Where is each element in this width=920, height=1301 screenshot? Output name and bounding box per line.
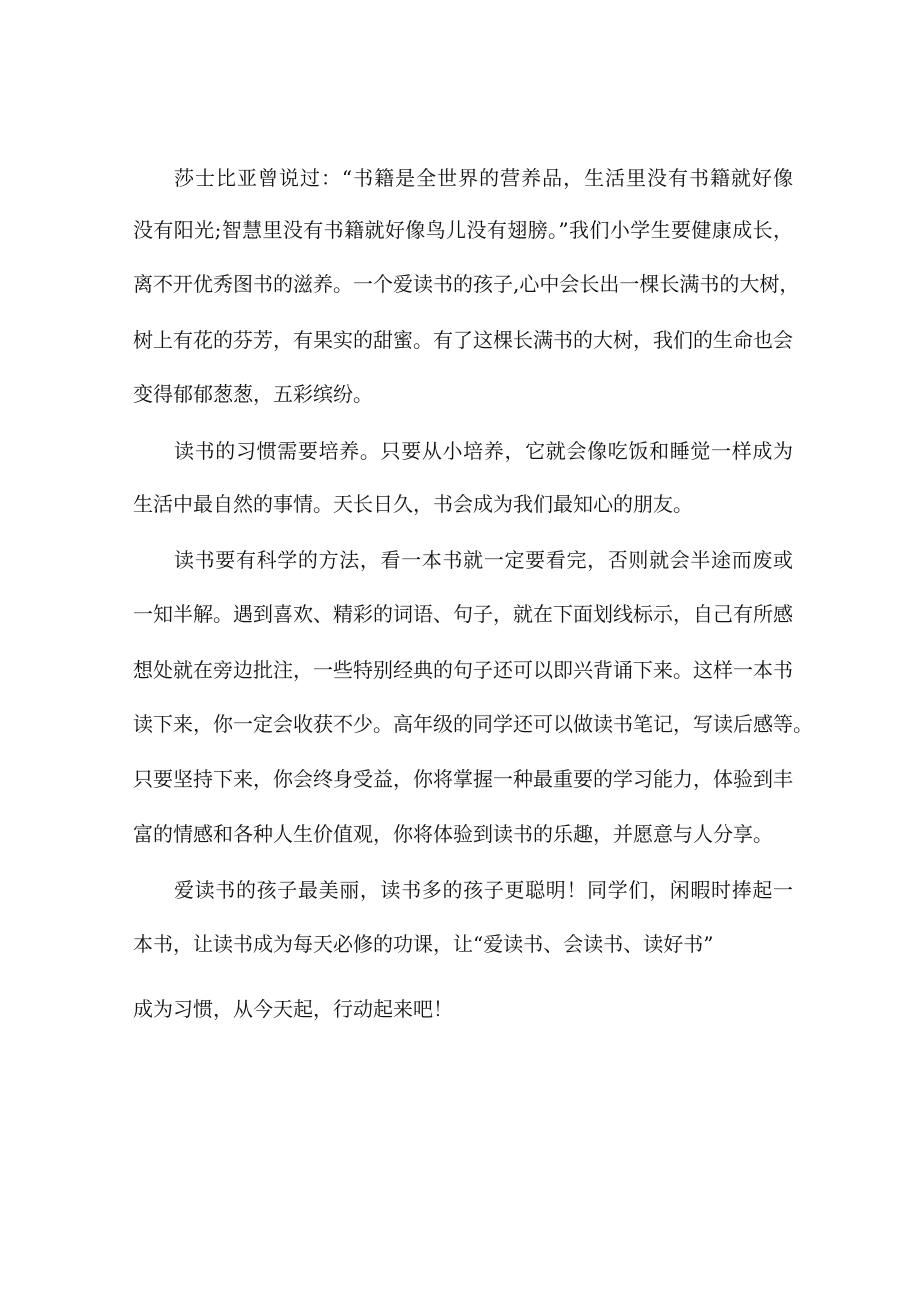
paragraph-3-line-6: 富的情感和各种人生价值观，你将体验到读书的乐趣，并愿意与人分享。 — [133, 822, 773, 846]
paragraph-3-line-5: 只要坚持下来，你会终身受益，你将掌握一种最重要的学习能力，体验到丰 — [133, 767, 793, 791]
paragraph-1-line-2: 没有阳光;智慧里没有书籍就好像鸟儿没有翅膀。”我们小学生要健康成长， — [133, 218, 793, 242]
paragraph-3-line-3: 想处就在旁边批注，一些特别经典的句子还可以即兴背诵下来。这样一本书 — [133, 658, 793, 682]
paragraph-4-line-2: 本书，让读书成为每天必修的功课，让“爱读书、会读书、读好书” — [133, 932, 714, 956]
paragraph-4-line-1: 爱读书的孩子最美丽，读书多的孩子更聪明！同学们，闲暇时捧起一 — [174, 878, 793, 902]
paragraph-2-line-1: 读书的习惯需要培养。只要从小培养，它就会像吃饭和睡觉一样成为 — [174, 439, 793, 463]
paragraph-3-line-4: 读下来，你一定会收获不少。高年级的同学还可以做读书笔记，写读后感等。 — [133, 712, 813, 736]
paragraph-2-line-2: 生活中最自然的事情。天长日久，书会成为我们最知心的朋友。 — [133, 492, 693, 516]
paragraph-4-line-3: 成为习惯，从今天起，行动起来吧！ — [133, 997, 453, 1021]
paragraph-1-line-4: 树上有花的芬芳，有果实的甜蜜。有了这棵长满书的大树，我们的生命也会 — [133, 328, 793, 352]
paragraph-3-line-1: 读书要有科学的方法，看一本书就一定要看完，否则就会半途而废或 — [174, 548, 793, 572]
paragraph-3-line-2: 一知半解。遇到喜欢、精彩的词语、句子，就在下面划线标示，自己有所感 — [133, 602, 793, 626]
paragraph-1-line-1: 莎士比亚曾说过：“书籍是全世界的营养品，生活里没有书籍就好像 — [174, 166, 793, 190]
paragraph-1-line-3: 离不开优秀图书的滋养。一个爱读书的孩子,心中会长出一棵长满书的大树， — [133, 272, 800, 296]
paragraph-1-line-5: 变得郁郁葱葱，五彩缤纷。 — [133, 382, 373, 406]
